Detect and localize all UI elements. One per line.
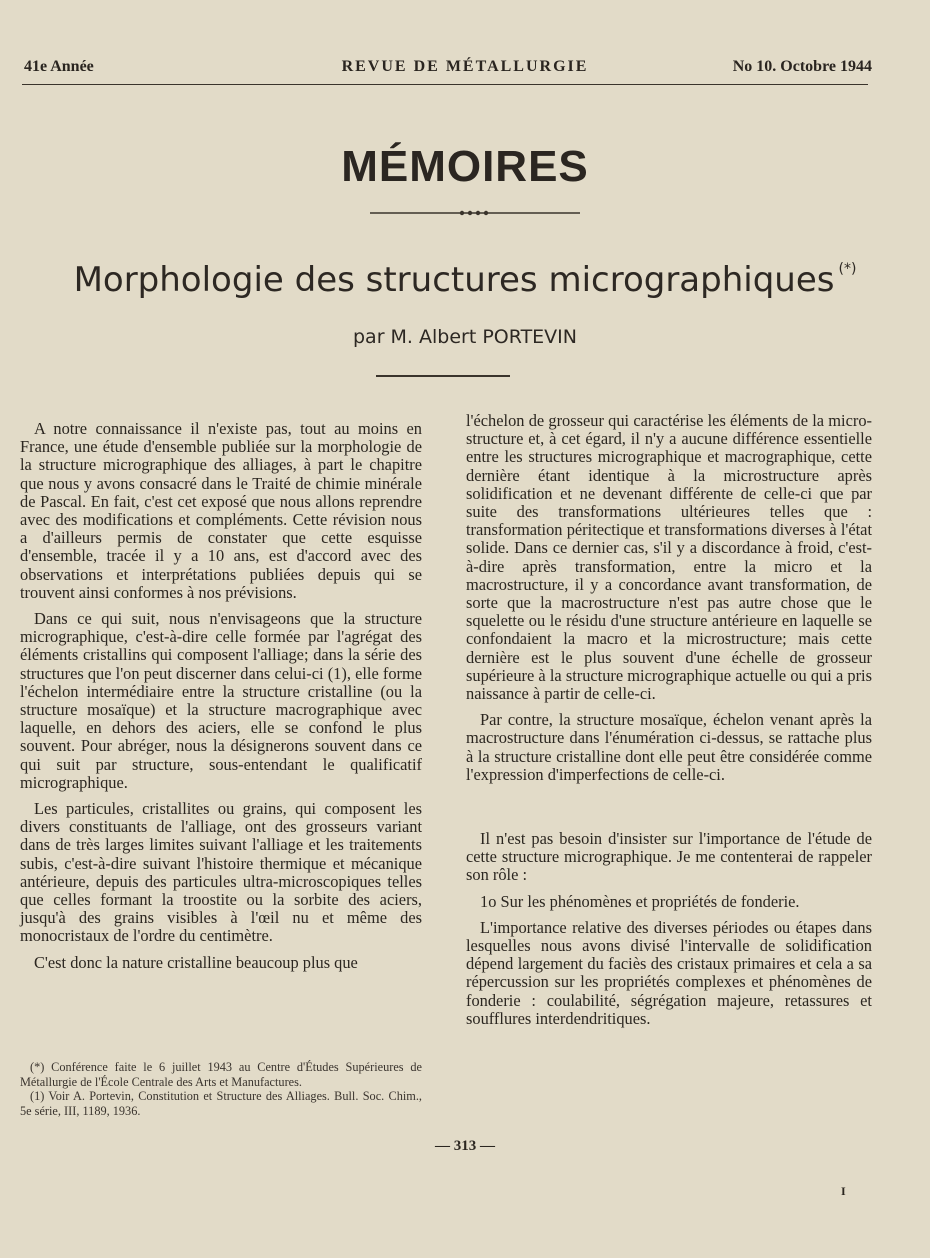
page-number: — 313 — <box>435 1138 495 1154</box>
header-rule <box>22 84 868 85</box>
paragraph: l'échelon de grosseur qui caractérise les éléments de la micro-structure et, à cet égard, il n'y a aucune différence essentielle entre les structures micrographique et macrographique, cette dernière étant identique à la microstructure après solidification et ne devenant différente de celle-ci que par suite des transformations ultérieures telles que : transformation péritectique et transformations diverses à l'état solide. Dans ce dernier cas, s'il y a discordance à froid, c'est-à-dire après transformation, entre la micro et la macrostructure, il y a concordance avant transformation, de sorte que la macrostructure n'est pas autre chose que le squelette ou le résidu d'une structure antérieure en laquelle se confondaient la macro et la microstructure; mais cette dernière est le plus souvent d'une échelle de grosseur supérieure à la structure micrographique actuelle ou qui a pris naissance à partir de celle-ci. <box>466 411 872 704</box>
paragraph: L'importance relative des diverses périodes ou étapes dans lesquelles nous avons divisé l'intervalle de solidification dépend largement du faciès des cristaux primaires et cela a sa répercussion sur les propriétés complexes et phénomènes de fonderie : coulabilité, ségrégation majeure, retassures et soufflures interdendritiques. <box>466 917 872 1028</box>
journal-name: REVUE DE MÉTALLURGIE <box>341 58 589 75</box>
paragraph: Il n'est pas besoin d'insister sur l'importance de l'étude de cette structure micrographique. Je me contenterai de rappeler son rôle : <box>466 829 872 885</box>
left-column <box>20 420 422 980</box>
footnote: (1) Voir A. Portevin, Constitution et Structure des Alliages. Bull. Soc. Chim., 5e série, III, 1189, 1936. <box>20 1089 422 1118</box>
article-title <box>0 260 930 300</box>
section-title: MÉMOIRES <box>341 142 589 191</box>
byline-rule <box>376 375 510 377</box>
title-footnote-marker: (*) <box>838 261 857 277</box>
issue-date: No 10. Octobre 1944 <box>732 58 872 75</box>
paragraph: Les particules, cristallites ou grains, qui composent les divers constituants de l'alliage, ont des grosseurs variant dans de très larges limites suivant l'alliage et les traitements subis, c'est-à-dire suivant l'histoire thermique et mécanique antérieure, depuis des particules ultra-microscopiques telles que celles formant la troostite ou la sorbite des aciers, jusqu'à des grains visibles à l'œil nu et même des monocristaux de l'ordre du centimètre. <box>20 799 422 946</box>
footnotes <box>20 1060 422 1118</box>
spacer <box>466 792 872 830</box>
paragraph: Dans ce qui suit, nous n'envisageons que la structure micrographique, c'est-à-dire celle formée par l'agrégat des éléments cristallins qui composent l'alliage; dans la série des structures que l'on peut discerner dans celui-ci (1), elle forme l'échelon intermédiaire entre la structure cristalline (ou la structure mosaïque) et la structure macrographique avec laquelle, en dehors des aciers, elle se confond le plus souvent. Pour abréger, nous la désignerons souvent dans ce qui suit par structure, sous-entendant le qualificatif micrographique. <box>20 609 422 792</box>
signature-mark: I <box>841 1184 846 1198</box>
ornament-divider <box>370 206 580 220</box>
right-column <box>466 412 872 1036</box>
volume-year: 41e Année <box>24 58 94 75</box>
subheading: 1o Sur les phénomènes et propriétés de fonderie. <box>480 891 800 911</box>
paragraph: C'est donc la nature cristalline beaucoup plus que <box>34 952 358 972</box>
article-title-text: Morphologie des structures micrographiques <box>73 260 835 300</box>
footnote: (*) Conférence faite le 6 juillet 1943 au Centre d'Études Supérieures de Métallurgie de l'École Centrale des Arts et Manufactures. <box>20 1060 422 1089</box>
paragraph: A notre connaissance il n'existe pas, tout au moins en France, une étude d'ensemble publiée sur la morphologie de la structure micrographique des alliages, à part le chapitre que nous y avons consacré dans le Traité de chimie minérale de Pascal. En fait, c'est cet exposé que nous allons reprendre avec des modifications et compléments. Cette révision nous a d'ailleurs permis de constater que cette esquisse d'ensemble, tracée il y a 10 ans, est d'accord avec des observations et interprétations publiées depuis qui se trouvent ainsi conformes à nos prévisions. <box>20 419 422 602</box>
paragraph: Par contre, la structure mosaïque, échelon venant après la macrostructure dans l'énumération ci-dessus, se rattache plus à la structure cristalline dont elle peut être considérée comme l'expression d'imperfections de celle-ci. <box>466 710 872 784</box>
author-byline: par M. Albert PORTEVIN <box>352 326 577 348</box>
